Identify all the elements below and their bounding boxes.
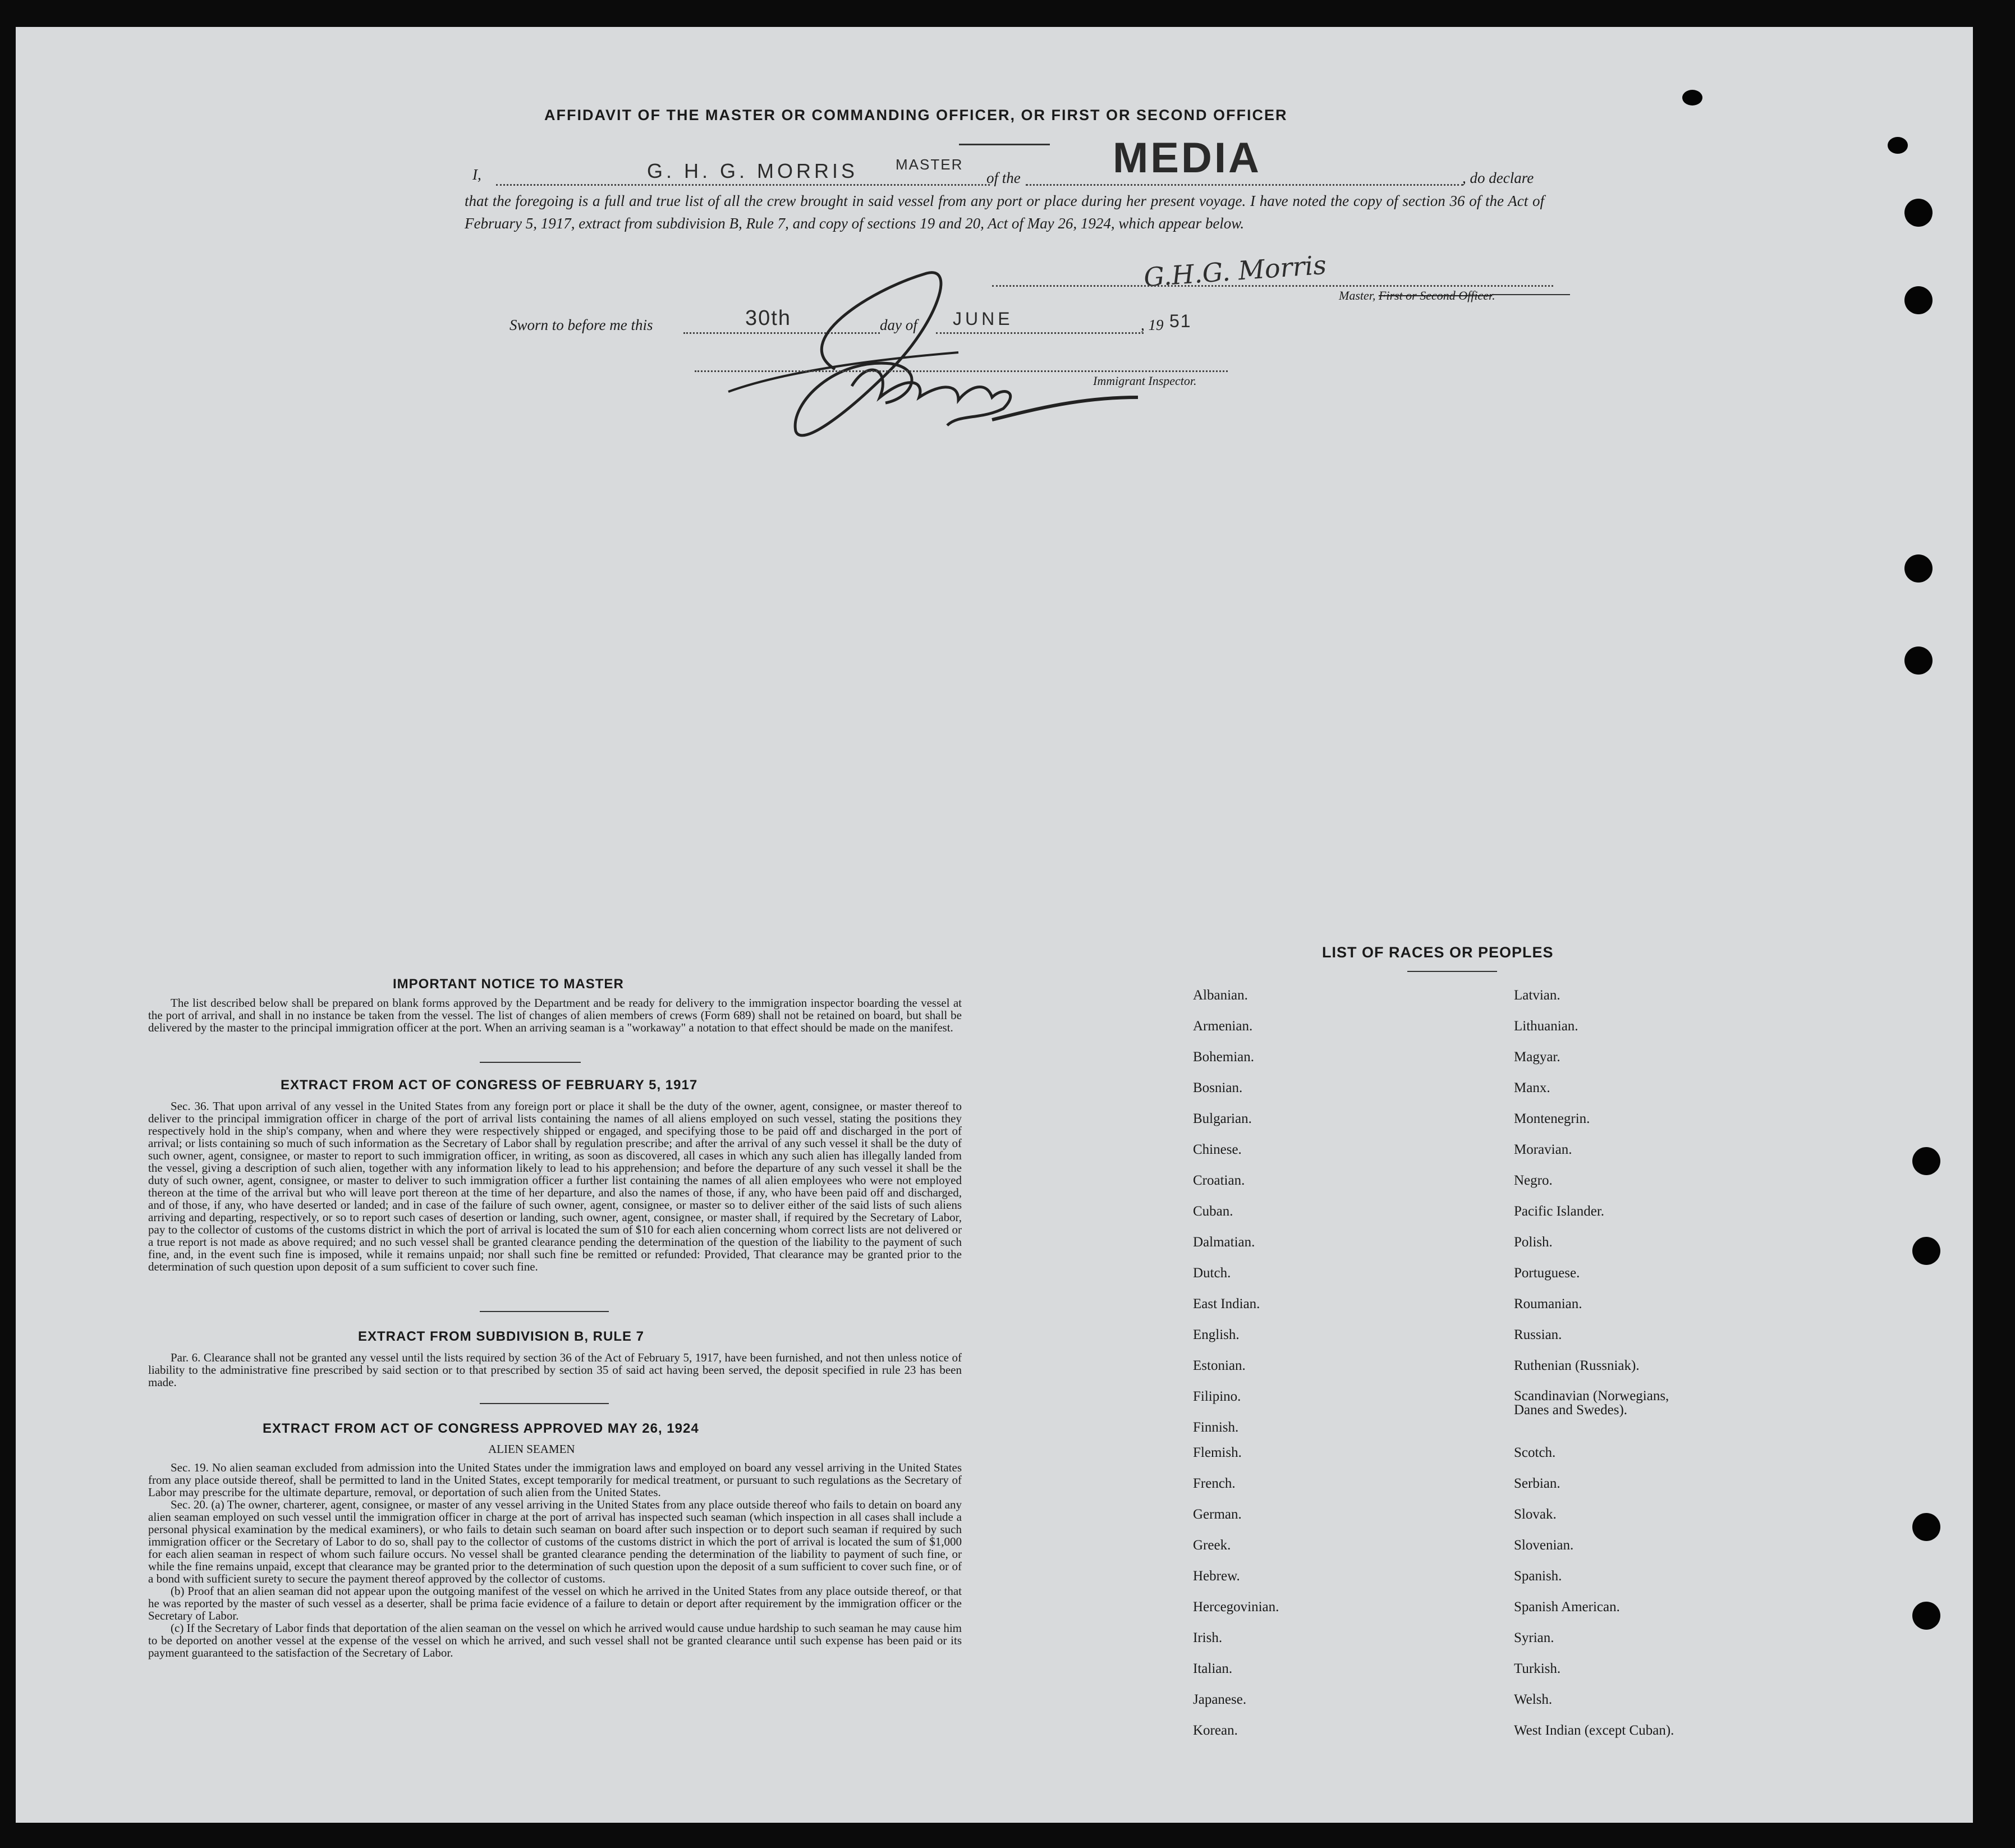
punch-hole: [1912, 1513, 1940, 1541]
officer-name: G. H. G. MORRIS: [647, 159, 859, 182]
race-item: Serbian.: [1514, 1476, 1560, 1491]
day-of-label: day of: [880, 317, 917, 333]
race-item: Spanish American.: [1514, 1599, 1620, 1615]
race-item: Bulgarian.: [1193, 1111, 1252, 1126]
sworn-month: JUNE: [953, 309, 1013, 329]
race-item: Latvian.: [1514, 988, 1560, 1003]
races-divider: [1407, 971, 1497, 972]
year-suffix: 51: [1169, 311, 1192, 331]
of-the-label: of the: [986, 169, 1021, 186]
race-item: Armenian.: [1193, 1019, 1253, 1034]
race-item: Lithuanian.: [1514, 1019, 1578, 1034]
race-item: Ruthenian (Russniak).: [1514, 1358, 1640, 1373]
race-item: Roumanian.: [1514, 1296, 1582, 1312]
race-item: Pacific Islander.: [1514, 1204, 1605, 1219]
races-column-2: [1514, 988, 1699, 1754]
master-caption-text: Master,: [1339, 288, 1379, 302]
race-item: Portuguese.: [1514, 1265, 1580, 1281]
race-item: Negro.: [1514, 1173, 1553, 1188]
race-item: Filipino.: [1193, 1389, 1241, 1404]
race-item: Welsh.: [1514, 1692, 1553, 1707]
extract-1917-text: Sec. 36. That upon arrival of any vessel in the United States from any foreign port or place it shall be the duty of the owner, agent, consignee, or master thereof to deliver to the principal immigration officer in charge of the port of arrival lists containing the names of all aliens employed on such vessel, stating the positions they respectively hold in the ship's company, when and where they were respectively shipped or engaged, and specifying those to be paid off and discharged in the port of arrival; or lists containing so much of such information as the Secretary of Labor shall by regulation prescribe; and after the arrival of any such vessel it shall be the duty of such owner, agent, consignee, or master to report to such immigration officer, in writing, as soon as discovered, all cases in which any such alien has illegally landed from the vessel, giving a description of such alien, together with any information likely to lead to his apprehension; and before the departure of any such vessel it shall be the duty of such owner, agent, consignee, or master to deliver to such immigration officer a further list containing the names of all alien employees who were not employed thereon at the time of the arrival but who will leave port thereon at the time of her departure, and also the names of those, if any, who have been paid off and discharged, and of those, if any, who have deserted or landed; and in case of the failure of such owner, agent, consignee, or master so to deliver either of the said lists of such aliens arriving and departing, respectively, or so to report such cases of desertion or landing, such owner, agent, consignee, or master shall, if required by the Secretary of Labor, pay to the collector of customs of the customs district in which the port of arrival is located the sum of $10 for each alien concerning whom correct lists are not delivered or a true report is not made as above required; and no such vessel shall be granted clearance pending the determination of the question of the liability to the payment of such fine, and, in the event such fine is imposed, while it remains unpaid; nor shall such fine be remitted or refunded: Provided, That clearance may be granted prior to the determination of such question upon deposit of a sum sufficient to cover such fine.: [148, 1099, 962, 1273]
extract-1917-divider: [480, 1311, 609, 1312]
race-item: Spanish.: [1514, 1569, 1562, 1584]
race-item: Hebrew.: [1193, 1569, 1240, 1584]
vessel-line: [1026, 184, 1463, 186]
rule7-title: EXTRACT FROM SUBDIVISION B, RULE 7: [358, 1329, 645, 1344]
race-item: Flemish.: [1193, 1445, 1242, 1460]
race-item: Korean.: [1193, 1723, 1238, 1738]
inspector-signature-line: [695, 370, 1228, 372]
signature-stroke-tail: [992, 397, 1138, 420]
race-item: Magyar.: [1514, 1049, 1560, 1065]
declaration-text: that the foregoing is a full and true list of all the crew brought in said vessel from any port or place during her present voyage. I have noted the copy of section 36 of the Act of February 5, 1917, extract from subdivision B, Rule 7, and copy of sections 19 and 20, Act of May 26, 1924, which appear below.: [465, 192, 1544, 232]
race-item: Hercegovinian.: [1193, 1599, 1279, 1615]
race-item: Dalmatian.: [1193, 1235, 1255, 1250]
race-item: Scandinavian (Norwegians, Danes and Swedes).: [1514, 1388, 1669, 1418]
vessel-name-stamp: MEDIA: [1113, 134, 1261, 182]
race-item: Estonian.: [1193, 1358, 1246, 1373]
year-prefix: , 19: [1141, 317, 1164, 333]
race-item: Manx.: [1514, 1080, 1550, 1095]
extract-1924-title: EXTRACT FROM ACT OF CONGRESS APPROVED MAY 26, 1924: [263, 1421, 699, 1436]
race-item: Finnish.: [1193, 1420, 1239, 1435]
race-item: Russian.: [1514, 1327, 1562, 1342]
affidavit-title: AFFIDAVIT OF THE MASTER OR COMMANDING OFFICER, OR FIRST OR SECOND OFFICER: [544, 107, 1288, 123]
master-signature: G.H.G. Morris: [1142, 249, 1328, 293]
race-item: Moravian.: [1514, 1142, 1572, 1157]
notice-text: The list described below shall be prepared on blank forms approved by the Department and be ready for delivery to the immigration inspector boarding the vessel at the port of arrival, and shall in no instance be taken from the vessel. The list of changes of alien members of crews (Form 689) shall not be retained on board, but shall be delivered by the master to the principal immigration officer at the port. When an arriving seaman is a "workaway" a notation to that effect should be made on the manifest.: [148, 996, 962, 1034]
race-item: Cuban.: [1193, 1204, 1233, 1219]
officer-name-line: [496, 184, 990, 186]
race-item: Scotch.: [1514, 1445, 1556, 1460]
race-item: Slovak.: [1514, 1507, 1557, 1522]
signature-stroke-loop: [795, 273, 941, 435]
rule7-text: Par. 6. Clearance shall not be granted any vessel until the lists required by section 36 of the Act of February 5, 1917, have been furnished, and not then unless notice of liability to the administrative fine prescribed by said section or to that prescribed by section 35 of said act having been served, the deposit specified in rule 23 has been made.: [148, 1351, 962, 1389]
race-item: Bosnian.: [1193, 1080, 1243, 1095]
do-declare-label: , do declare: [1462, 169, 1534, 186]
sworn-day: 30th: [745, 306, 791, 330]
race-item: Greek.: [1193, 1538, 1231, 1553]
race-item: German.: [1193, 1507, 1242, 1522]
punch-hole: [1904, 554, 1933, 583]
race-item: East Indian.: [1193, 1296, 1260, 1312]
inspector-signature: [723, 257, 1160, 465]
race-item: Polish.: [1514, 1235, 1553, 1250]
notice-divider: [480, 1062, 581, 1063]
punch-hole: [1912, 1237, 1940, 1265]
struck-caption: First or Second Officer: [1378, 288, 1493, 302]
race-item: Dutch.: [1193, 1265, 1231, 1281]
title-divider: [959, 144, 1050, 145]
race-item: French.: [1193, 1476, 1236, 1491]
master-caption: [1339, 288, 1495, 303]
i-label: I,: [472, 166, 481, 183]
race-item: Italian.: [1193, 1661, 1233, 1676]
race-item: Japanese.: [1193, 1692, 1247, 1707]
race-item: English.: [1193, 1327, 1240, 1342]
race-item: West Indian (except Cuban).: [1514, 1723, 1674, 1738]
punch-hole: [1912, 1147, 1940, 1175]
punch-hole: [1904, 646, 1933, 675]
race-item: Irish.: [1193, 1630, 1223, 1645]
punch-hole: [1912, 1602, 1940, 1630]
races-column-1: [1193, 988, 1279, 1754]
extract-1917-title: EXTRACT FROM ACT OF CONGRESS OF FEBRUARY 5, 1917: [281, 1077, 698, 1093]
race-item: Slovenian.: [1514, 1538, 1574, 1553]
form-page: [16, 27, 1973, 1823]
races-title: LIST OF RACES OR PEOPLES: [1322, 944, 1554, 961]
sec19-paragraph: Sec. 19. No alien seaman excluded from admission into the United States under the immigration laws and employed on board any vessel arriving in the United States from any place outside thereof, shall be permitted to land in the United States, except temporarily for medical treatment, or pursuant to such regulations as the Secretary of Labor may prescribe for the ultimate departure, removal, or deportation of such alien from the United States.: [148, 1461, 962, 1499]
signature-stroke-word: [852, 370, 1011, 425]
punch-hole-partial: [1888, 137, 1908, 154]
race-item: Croatian.: [1193, 1173, 1245, 1188]
race-item: Bohemian.: [1193, 1049, 1255, 1065]
strike-extension: [1491, 294, 1570, 295]
race-item: Syrian.: [1514, 1630, 1554, 1645]
alien-seamen-subtitle: ALIEN SEAMEN: [488, 1442, 575, 1456]
master-caption-end: .: [1492, 288, 1495, 302]
sec20c-paragraph: (c) If the Secretary of Labor finds that deportation of the alien seaman on the vessel on which he arrived would cause undue hardship to such seaman he may cause him to be deported on another vessel at the expense of the vessel on which he arrived, and such vessel shall not be granted clearance until such expense has been paid or its payment guaranteed to the satisfaction of the Secretary of Labor.: [148, 1621, 962, 1659]
punch-hole-partial: [1682, 90, 1702, 106]
extract-1924-body: [148, 1461, 962, 1659]
notice-title: IMPORTANT NOTICE TO MASTER: [393, 976, 624, 992]
officer-rank: MASTER: [896, 156, 963, 173]
sec20b-paragraph: (b) Proof that an alien seaman did not appear upon the outgoing manifest of the vessel on which he arrived in the United States from any place outside thereof, or that he was reported by the master of such vessel as a deserter, shall be prima facie evidence of a failure to detain or deport after requirement by the immigration officer or the Secretary of Labor.: [148, 1584, 962, 1622]
race-item: Albanian.: [1193, 988, 1248, 1003]
rule7-divider: [480, 1403, 609, 1404]
race-item: Chinese.: [1193, 1142, 1242, 1157]
race-item: Turkish.: [1514, 1661, 1561, 1676]
race-item: Montenegrin.: [1514, 1111, 1590, 1126]
inspector-caption: Immigrant Inspector.: [1093, 374, 1197, 388]
sworn-label: Sworn to before me this: [510, 317, 653, 333]
sec20a-paragraph: Sec. 20. (a) The owner, charterer, agent, consignee, or master of any vessel arriving in the United States from any place outside thereof who fails to detain on board any alien seaman employed on such vessel until the immigration officer in charge at the port of arrival has inspected such seaman (which inspection in all cases shall include a personal physical examination by the medical examiners), or who fails to detain such seaman on board after such inspection or to deport such seaman if required by such immigration officer or the Secretary of Labor to do so, shall pay to the collector of customs of the customs district in which the port of arrival is located the sum of $1,000 for each alien seaman in respect of whom such failure occurs. No vessel shall be granted clearance pending the determination of the liability to payment of such fine, or while the fine remains unpaid, except that clearance may be granted prior to the determination of such question upon the deposit of a sum sufficient to cover such fine, or of a bond with sufficient surety to secure the payment thereof approved by the collector of customs.: [148, 1498, 962, 1585]
punch-hole: [1904, 199, 1933, 227]
punch-hole: [1904, 286, 1933, 314]
